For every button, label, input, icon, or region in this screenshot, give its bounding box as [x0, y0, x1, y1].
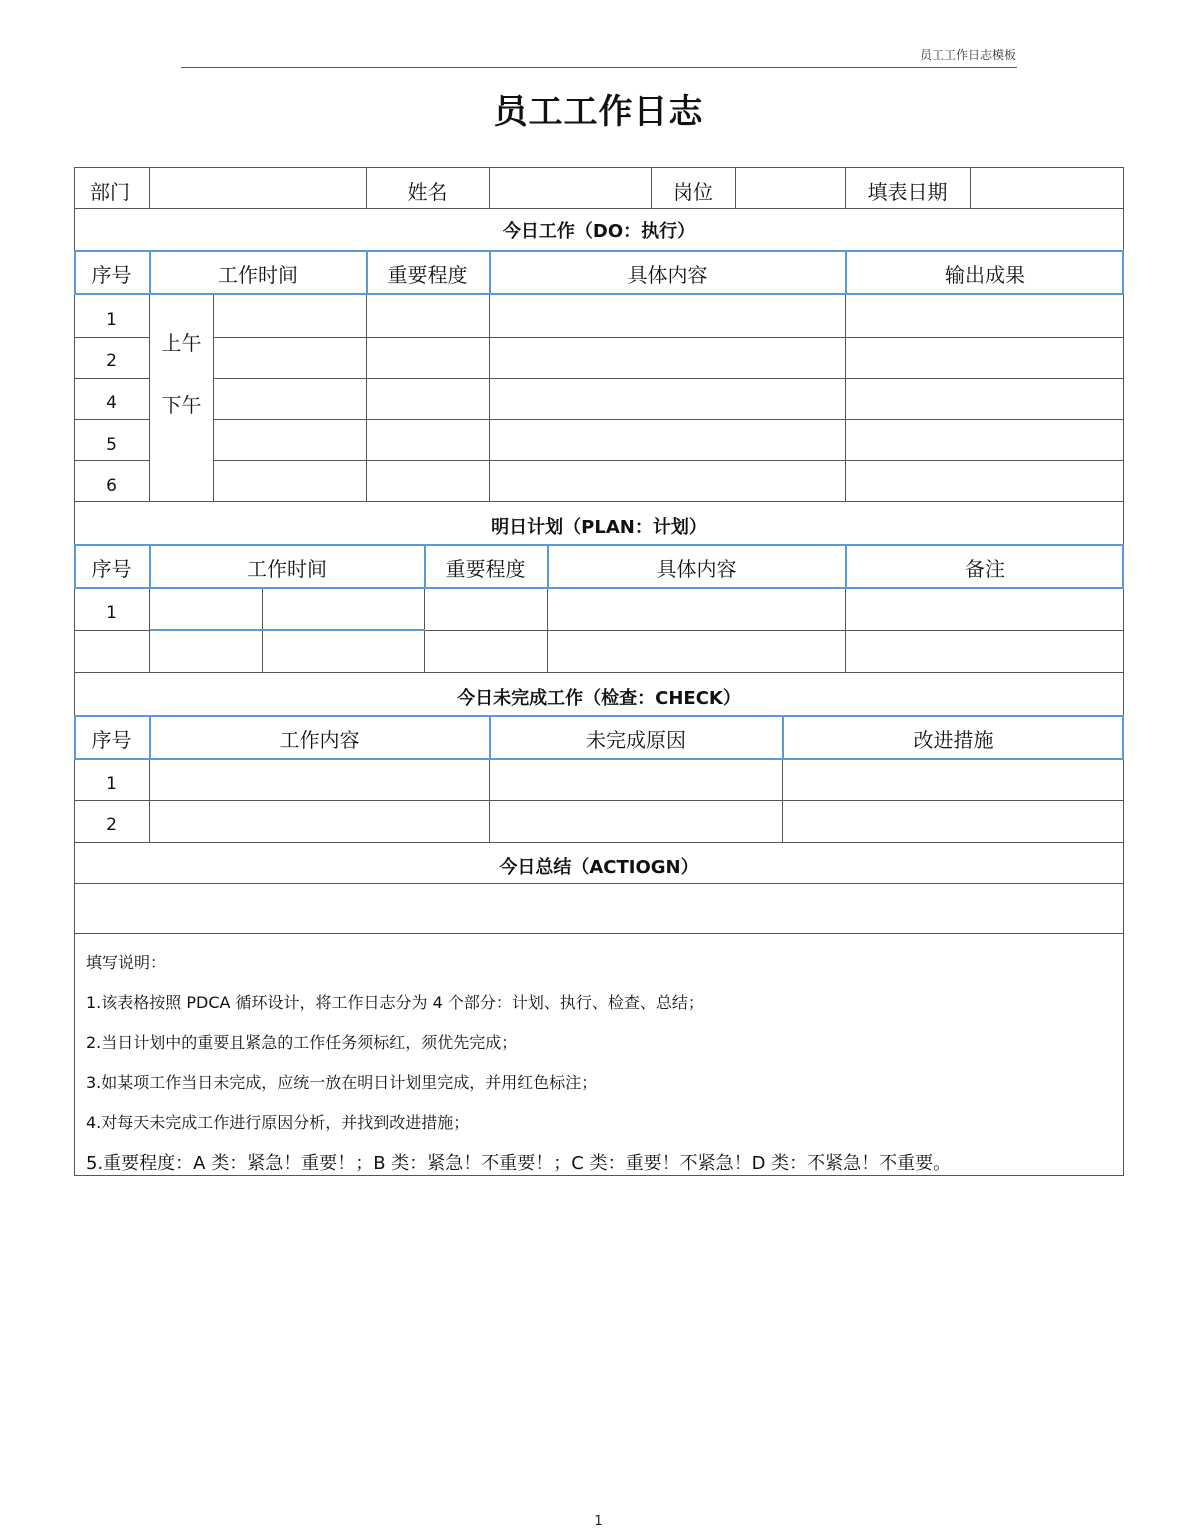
plan-header-seq: 序号 — [91, 556, 132, 581]
plan-header-remarks: 备注 — [965, 556, 1005, 581]
check-row-seq: 1 — [106, 774, 117, 794]
rule — [489, 758, 490, 842]
rule — [74, 337, 1124, 338]
check-header-seq: 序号 — [91, 727, 132, 752]
page-header-label: 员工工作日志模板 — [919, 48, 1016, 62]
rule — [149, 758, 150, 842]
date-field[interactable] — [971, 170, 1124, 210]
position-field[interactable] — [736, 170, 845, 210]
department-field[interactable] — [150, 170, 366, 210]
afternoon-label: 下午 — [161, 392, 202, 417]
plan-row-seq — [74, 633, 149, 673]
rule — [845, 587, 846, 672]
rule — [213, 294, 214, 501]
page-title: 员工工作日志 — [493, 92, 704, 132]
rule — [845, 294, 846, 501]
rule — [74, 378, 1124, 379]
name-field[interactable] — [490, 170, 651, 210]
summary-field[interactable] — [75, 884, 1123, 932]
header-rule — [181, 67, 1017, 68]
date-label: 填表日期 — [867, 179, 948, 204]
rule — [74, 501, 1124, 502]
do-header-content: 具体内容 — [627, 262, 708, 287]
rule — [74, 460, 1124, 461]
note-item: 5.重要程度：A 类：紧急！重要！；B 类：紧急！不重要！；C 类：重要！不紧急！D 类：不紧急！不重要。 — [86, 1153, 952, 1174]
position-label: 岗位 — [673, 179, 713, 204]
rule — [547, 587, 548, 672]
rule — [74, 933, 1124, 934]
rule — [74, 842, 1124, 843]
note-item: 3.如某项工作当日未完成，应统一放在明日计划里完成，并用红色标注； — [86, 1073, 598, 1092]
note-item: 4.对每天未完成工作进行原因分析，并找到改进措施； — [86, 1113, 470, 1132]
plan-header-content: 具体内容 — [656, 556, 737, 581]
check-header-work: 工作内容 — [279, 727, 360, 752]
note-item: 2.当日计划中的重要且紧急的工作任务须标红，须优先完成； — [86, 1033, 518, 1052]
rule — [489, 294, 490, 501]
morning-label: 上午 — [161, 330, 202, 355]
note-item: 1.该表格按照 PDCA 循环设计，将工作日志分为 4 个部分：计划、执行、检查、总结； — [86, 993, 704, 1012]
notes-title: 填写说明： — [86, 953, 167, 972]
check-row-seq: 2 — [106, 815, 117, 835]
department-label: 部门 — [90, 179, 130, 204]
do-row-seq: 5 — [106, 435, 117, 455]
plan-time-accent — [150, 629, 425, 631]
do-row-seq: 2 — [106, 351, 117, 371]
do-header-time: 工作时间 — [218, 262, 298, 287]
do-header-seq: 序号 — [91, 262, 132, 287]
rule — [366, 294, 367, 501]
page-number: 1 — [594, 1514, 603, 1529]
do-row-seq: 4 — [106, 393, 117, 413]
rule — [74, 419, 1124, 420]
plan-header-importance: 重要程度 — [445, 556, 526, 581]
plan-section-title: 明日计划（PLAN：计划） — [491, 517, 707, 538]
check-header-improvement: 改进措施 — [913, 727, 994, 752]
plan-row-seq: 1 — [106, 603, 117, 623]
do-section-title: 今日工作（DO：执行） — [502, 221, 696, 242]
check-header-reason: 未完成原因 — [586, 727, 686, 752]
do-header-importance: 重要程度 — [387, 262, 468, 287]
plan-header-time: 工作时间 — [247, 556, 327, 581]
rule — [74, 800, 1124, 801]
do-row-seq: 1 — [106, 310, 117, 330]
do-row-seq: 6 — [106, 476, 117, 496]
rule — [782, 758, 783, 842]
do-header-output: 输出成果 — [945, 262, 1025, 287]
action-section-title: 今日总结（ACTIOGN） — [499, 857, 699, 878]
name-label: 姓名 — [407, 179, 448, 204]
rule — [74, 672, 1124, 673]
check-section-title: 今日未完成工作（检查：CHECK） — [457, 688, 741, 709]
